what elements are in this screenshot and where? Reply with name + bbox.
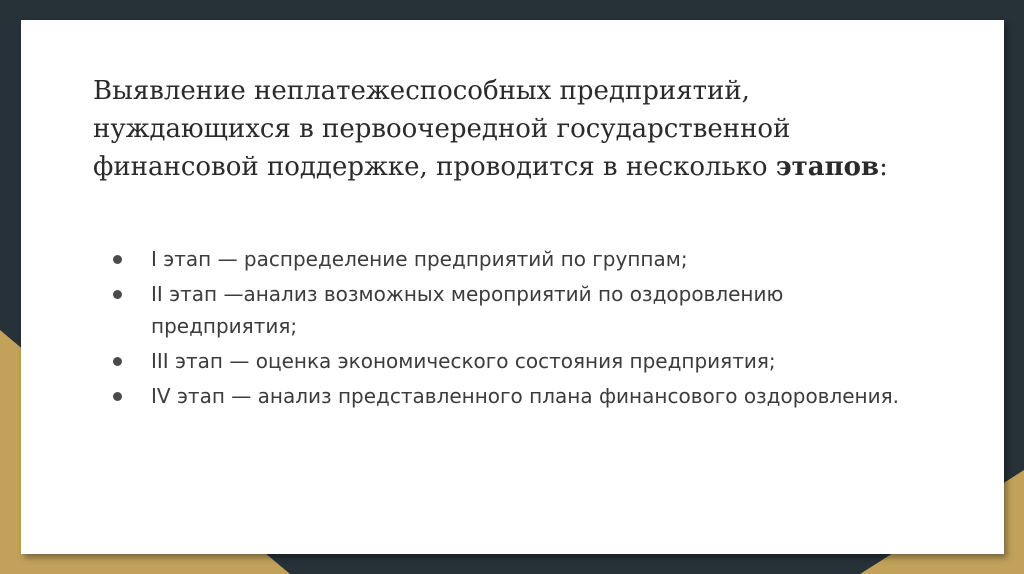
bullet-icon	[113, 392, 122, 401]
stage-text: II этап —анализ возможных мероприятий по оздоровлению предприятия;	[151, 282, 784, 338]
stage-item	[111, 278, 921, 342]
stage-text: III этап — оценка экономического состояния предприятия;	[151, 349, 776, 373]
stage-text: IV этап — анализ представленного плана финансового оздоровления.	[151, 384, 900, 408]
bullet-icon	[113, 290, 122, 299]
stage-item	[111, 345, 921, 377]
stage-item	[111, 243, 921, 275]
bullet-icon	[113, 255, 122, 264]
stage-text: I этап — распределение предприятий по группам;	[151, 247, 688, 271]
slide-title-colon: :	[879, 152, 888, 182]
bullet-icon	[113, 357, 122, 366]
slide-title-text: Выявление неплатежеспособных предприятий, нуждающихся в первоочередной государственной финансовой поддержке, проводится в несколько	[93, 76, 791, 182]
slide-title	[93, 72, 923, 186]
slide-title-bold: этапов	[775, 152, 880, 182]
stage-item	[111, 380, 921, 412]
slide	[21, 20, 1004, 554]
stages-list	[111, 243, 921, 415]
